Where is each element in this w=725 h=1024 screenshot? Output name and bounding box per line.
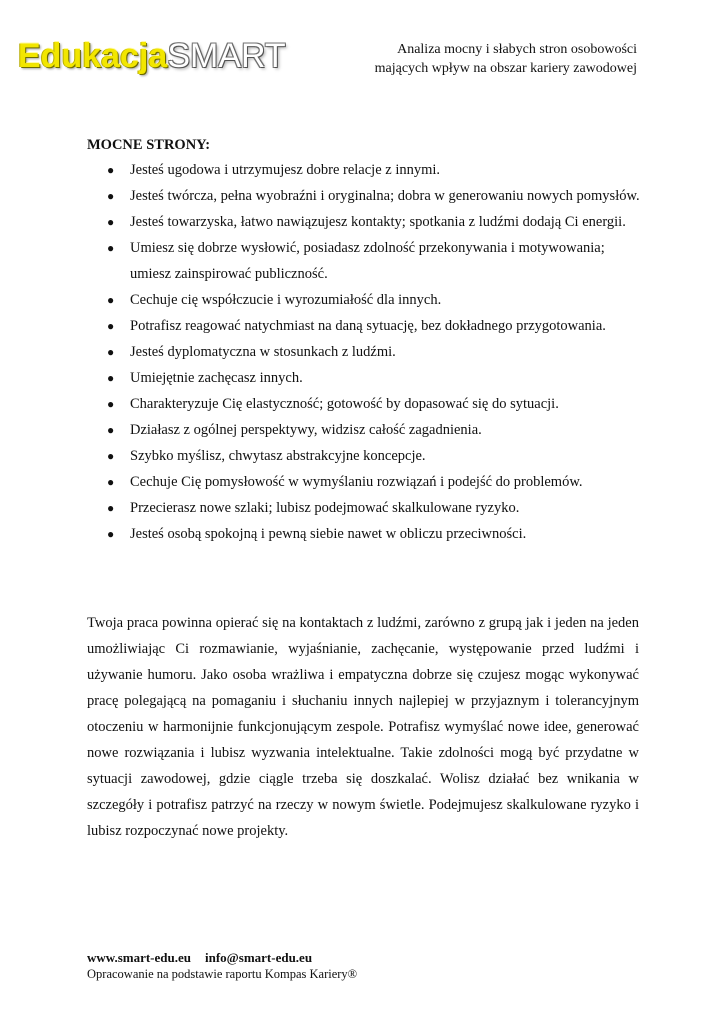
list-item [87,365,647,391]
list-item-text: Charakteryzuje Cię elastyczność; gotowość by dopasować się do sytuacji. [130,396,559,412]
bullet-icon: ● [107,397,115,411]
list-item [87,287,647,313]
footer-note: Opracowanie na podstawie raportu Kompas Kariery® [87,967,358,981]
bullet-icon: ● [107,241,115,255]
bullet-icon: ● [107,163,115,177]
bullet-icon: ● [107,345,115,359]
logo [18,36,286,76]
footer-contact [87,950,357,966]
bullet-icon: ● [107,319,115,333]
list-item-text: Jesteś dyplomatyczna w stosunkach z ludźmi. [130,344,396,360]
bullet-icon: ● [107,449,115,463]
footer-website-link[interactable]: www.smart-edu.eu [87,950,191,965]
list-item-text: Umiejętnie zachęcasz innych. [130,370,303,386]
list-item-text: Potrafisz reagować natychmiast na daną sytuację, bez dokładnego przygotowania. [130,318,606,334]
bullet-icon: ● [107,527,115,541]
bullet-icon: ● [107,189,115,203]
footer-email-link[interactable]: info@smart-edu.eu [205,950,313,965]
logo-part-smart: SMART [167,37,286,75]
list-item [87,495,647,521]
header-title-line-1: Analiza mocny i słabych stron osobowości [397,42,637,57]
list-item-text: Umiesz się dobrze wysłowić, posiadasz zdolność przekonywania i motywowania; umiesz zainspirować publiczność. [130,240,605,282]
page-footer [87,950,357,982]
list-item [87,443,647,469]
list-item [87,391,647,417]
list-item [87,209,647,235]
career-description-paragraph: Twoja praca powinna opierać się na kontaktach z ludźmi, zarówno z grupą jak i jeden na jeden umożliwiając Ci rozmawianie, wyjaśnianie, zachęcanie, występowanie przed ludźmi i używanie humoru. Jako osoba wrażliwa i empatyczna dobrze się czujesz mogąc wykonywać pracę polegającą na pomaganiu i słuchaniu innych najlepiej w przyjaznym i tolerancyjnym otoczeniu w harmonijnie funkcjonującym zespole. Potrafisz wymyślać nowe idee, generować nowe rozwiązania i lubisz wyzwania intelektualne. Takie zdolności mogą być przydatne w sytuacji zawodowej, gdzie ciągle trzeba się doszkalać. Wolisz działać bez wnikania w szczegóły i potrafisz patrzyć na rzeczy w nowym świetle. Podejmujesz skalkulowane ryzyko i lubisz rozpoczynać nowe projekty. [87,615,639,839]
bullet-icon: ● [107,501,115,515]
list-item [87,183,647,209]
logo-part-edukacja: Edukacja [18,37,168,75]
list-item-text: Jesteś towarzyska, łatwo nawiązujesz kontakty; spotkania z ludźmi dodają Ci energii. [130,214,626,230]
strengths-list [87,157,647,547]
list-item-text: Jesteś ugodowa i utrzymujesz dobre relacje z innymi. [130,162,441,178]
list-item [87,157,647,183]
list-item [87,521,647,547]
list-item-text: Jesteś osobą spokojną i pewną siebie nawet w obliczu przeciwności. [130,526,527,542]
list-item [87,339,647,365]
list-item-text: Jesteś twórcza, pełna wyobraźni i oryginalna; dobra w generowaniu nowych pomysłów. [130,188,640,204]
header-title-line-2: mających wpływ na obszar kariery zawodowej [374,61,637,76]
list-item-text: Cechuje Cię pomysłowość w wymyślaniu rozwiązań i podejść do problemów. [130,474,583,490]
list-item-text: Cechuje cię współczucie i wyrozumiałość dla innych. [130,292,442,308]
list-item [87,469,647,495]
list-item [87,235,647,287]
document-header-title [375,40,637,78]
list-item-text: Działasz z ogólnej perspektywy, widzisz całość zagadnienia. [130,422,482,438]
bullet-icon: ● [107,371,115,385]
bullet-icon: ● [107,215,115,229]
strengths-heading: MOCNE STRONY: [87,137,211,153]
list-item-text: Przecierasz nowe szlaki; lubisz podejmować skalkulowane ryzyko. [130,500,520,516]
list-item [87,417,647,443]
bullet-icon: ● [107,293,115,307]
bullet-icon: ● [107,423,115,437]
bullet-icon: ● [107,475,115,489]
list-item-text: Szybko myślisz, chwytasz abstrakcyjne koncepcje. [130,448,426,464]
list-item [87,313,647,339]
